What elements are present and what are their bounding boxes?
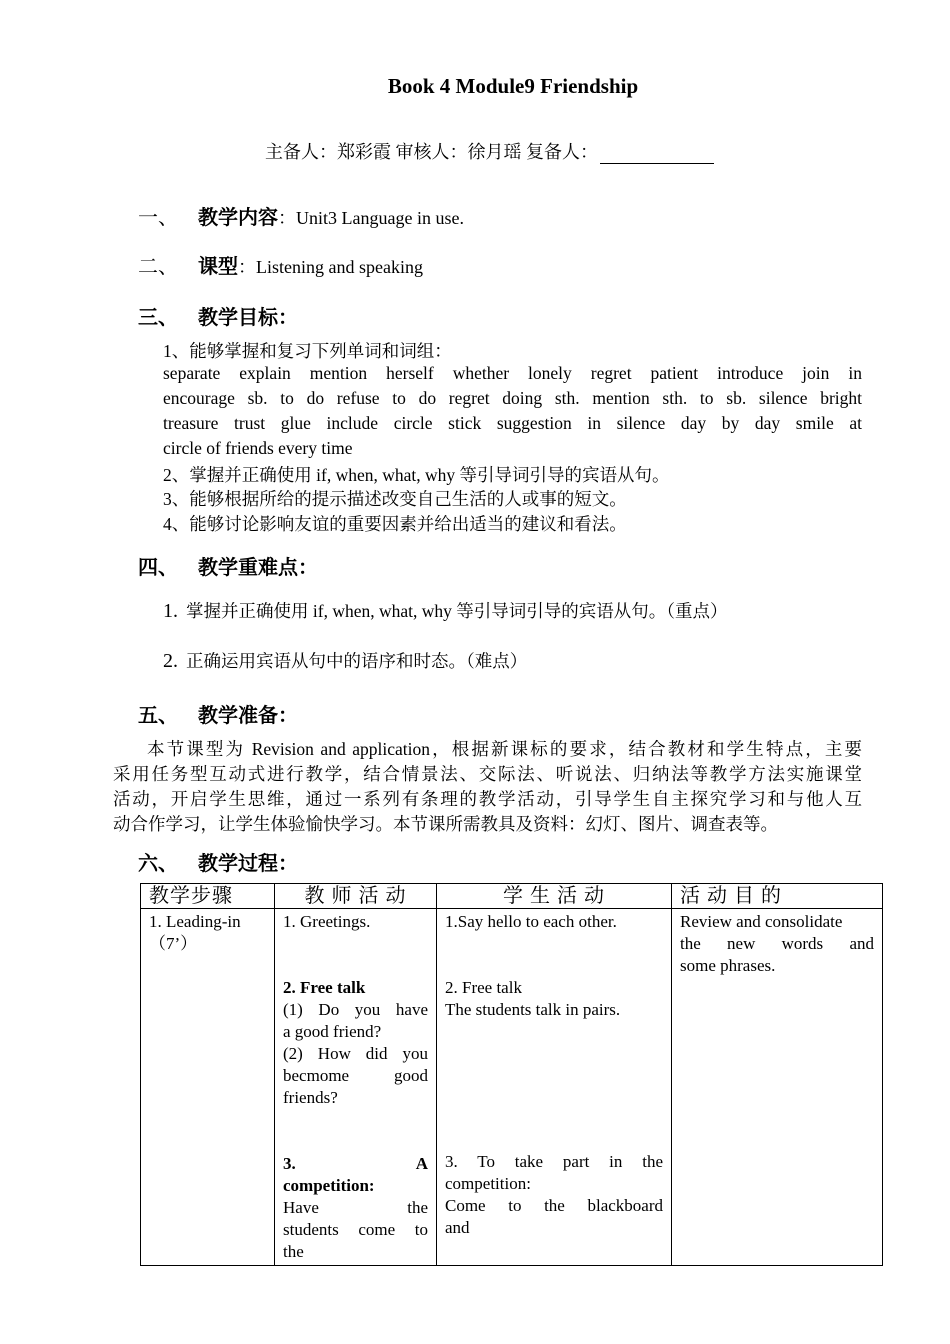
section-content <box>138 201 464 230</box>
teacher-line: a good friend? <box>283 1022 382 1041</box>
section-key-points <box>138 551 318 580</box>
teacher-line: (2) How did you <box>283 1044 428 1063</box>
item-number: 1. <box>163 600 178 622</box>
purpose-cell <box>672 909 883 1266</box>
teaching-process-table <box>140 883 883 1266</box>
document-title: Book 4 Module9 Friendship <box>387 74 639 98</box>
teacher-line: becmome good <box>283 1066 428 1085</box>
reviewer-blank <box>600 145 714 164</box>
section-heading: 教学准备： <box>198 705 298 727</box>
step-name: 1. Leading-in <box>149 912 241 931</box>
teacher-line: competition: <box>283 1176 375 1195</box>
header-step: 教学步骤 <box>141 884 275 909</box>
section-heading: 教学过程： <box>198 853 298 875</box>
student-line: 1.Say hello to each other. <box>445 912 617 931</box>
objective-line: 2、掌握并正确使用 if, when, what, why 等引导词引导的宾语从句。 <box>163 465 670 485</box>
objective-line: treasure trust glue include circle stick suggestion in silence day by day smile at <box>163 413 862 433</box>
section-number: 一、 <box>138 207 178 229</box>
student-line: competition: <box>445 1174 531 1193</box>
section-heading: 教学内容 <box>198 207 278 229</box>
table-row <box>141 909 883 1266</box>
student-line: Come to the blackboard <box>445 1196 663 1215</box>
key-point-item <box>163 598 728 623</box>
teacher-line: 1. Greetings. <box>283 912 371 931</box>
teacher-line: the <box>283 1242 304 1261</box>
header-student-activity: 学 生 活 动 <box>437 884 672 909</box>
student-line: and <box>445 1218 470 1237</box>
teacher-line: 3. A <box>283 1154 428 1173</box>
section-colon: ： <box>278 208 296 228</box>
section-number: 四、 <box>138 557 178 579</box>
preparation-paragraph-line: 采用任务型互动式进行教学，结合情景法、交际法、听说法、归纳法等教学方法实施课堂 <box>113 764 862 784</box>
item-number: 2. <box>163 650 178 672</box>
objective-line: 4、能够讨论影响友谊的重要因素并给出适当的建议和看法。 <box>163 514 627 534</box>
teacher-line: students come to <box>283 1220 428 1239</box>
purpose-line: the new words and <box>680 934 874 953</box>
section-number: 五、 <box>138 705 178 727</box>
teacher-line: Have the <box>283 1198 428 1217</box>
preparation-paragraph-line: 活动，开启学生思维，通过一系列有条理的教学活动，引导学生自主探究学习和与他人互 <box>113 789 862 809</box>
teacher-line: (1) Do you have <box>283 1000 428 1019</box>
key-point-item <box>163 648 527 673</box>
student-activity-cell <box>437 909 672 1266</box>
purpose-line: Review and consolidate <box>680 912 843 931</box>
section-preparation <box>138 699 298 728</box>
section-process <box>138 847 298 876</box>
section-lesson-type <box>138 250 423 279</box>
table-header-row <box>141 884 883 909</box>
objective-line: encourage sb. to do refuse to do regret doing sth. mention sth. to sb. silence bright <box>163 388 862 408</box>
objective-line: 1、能够掌握和复习下列单词和词组： <box>163 341 452 361</box>
item-text: 掌握并正确使用 if, when, what, why 等引导词引导的宾语从句。（重点） <box>186 601 728 621</box>
preparation-paragraph-line: 本节课型为 Revision and application，根据新课标的要求，结合教材和学生特点，主要 <box>147 739 862 759</box>
step-duration: （7’） <box>149 934 198 953</box>
objective-line: 3、能够根据所给的提示描述改变自己生活的人或事的短文。 <box>163 489 627 509</box>
teacher-activity-cell <box>275 909 437 1266</box>
section-colon: ： <box>238 257 256 277</box>
objective-line: circle of friends every time <box>163 438 353 458</box>
section-value: Unit3 Language in use. <box>296 208 464 228</box>
student-line: 3. To take part in the <box>445 1152 663 1171</box>
section-heading: 教学重难点： <box>198 557 318 579</box>
step-cell <box>141 909 275 1266</box>
section-number: 三、 <box>138 307 178 329</box>
header-purpose: 活 动 目 的 <box>672 884 883 909</box>
section-number: 六、 <box>138 853 178 875</box>
teacher-line: 2. Free talk <box>283 978 366 997</box>
section-objectives <box>138 301 298 330</box>
header-teacher-activity: 教 师 活 动 <box>275 884 437 909</box>
purpose-line: some phrases. <box>680 956 776 975</box>
section-number: 二、 <box>138 256 178 278</box>
student-line: 2. Free talk <box>445 978 522 997</box>
student-line: The students talk in pairs. <box>445 1000 621 1019</box>
section-value: Listening and speaking <box>256 257 423 277</box>
item-text: 正确运用宾语从句中的语序和时态。（难点） <box>186 651 528 671</box>
preparers-text: 主备人：郑彩霞 审核人：徐月瑶 复备人： <box>265 142 598 162</box>
preparation-paragraph-line: 动合作学习，让学生体验愉快学习。本节课所需教具及资料：幻灯、图片、调查表等。 <box>113 814 778 834</box>
preparers-line <box>265 138 714 164</box>
objective-line: separate explain mention herself whether lonely regret patient introduce join in <box>163 363 862 383</box>
section-heading: 教学目标： <box>198 307 298 329</box>
section-heading: 课型 <box>198 256 238 278</box>
teacher-line: friends? <box>283 1088 338 1107</box>
